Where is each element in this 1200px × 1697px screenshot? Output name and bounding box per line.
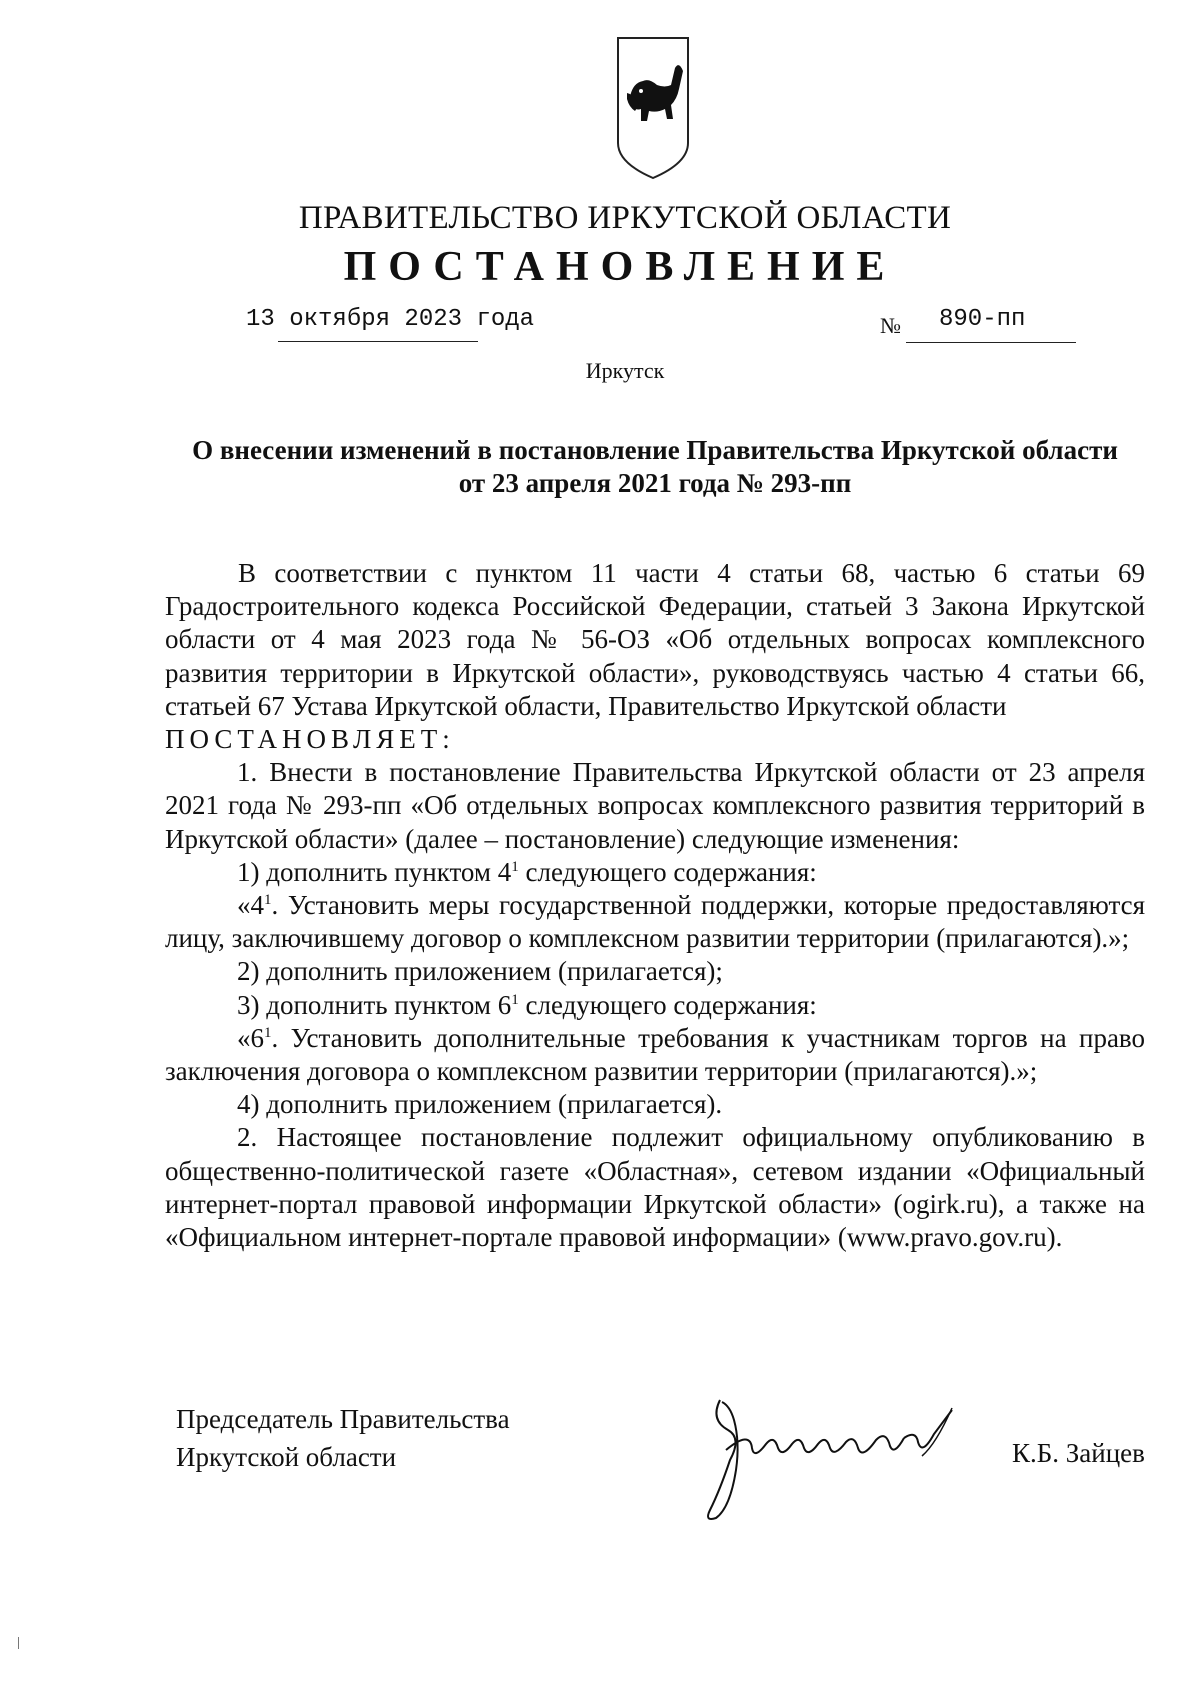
number-underline (906, 342, 1076, 343)
superscript: 1 (511, 991, 519, 1008)
subitem-1-text-end: следующего содержания: (518, 856, 817, 887)
quote-2-text: «6 (237, 1022, 264, 1053)
quote-1-text-end: . Установить меры государственной поддержки, которые предоставляются лицу, заключившему договор о комплексном развитии территории (прилагаются).»; (165, 890, 1145, 954)
quote-1-text: «4 (237, 890, 264, 921)
signer-name: К.Б. Зайцев (1012, 1438, 1145, 1468)
subject-line-1: О внесении изменений в постановление Правительства Иркутской области (192, 435, 1118, 465)
superscript: 1 (264, 892, 272, 909)
item-2-paragraph: 2. Настоящее постановление подлежит официальному опубликованию в общественно-политической газете «Областная», сетевом издании «Официальный интернет-портал правовой информации Иркутской области» (ogirk.ru), а также на «Официальном интернет-портале правовой информации» (www.pravo.gov.ru). (165, 1122, 1145, 1253)
irkutsk-coat-of-arms-icon (613, 33, 693, 183)
resolves-heading: ПОСТАНОВЛЯЕТ: (165, 724, 455, 755)
document-date: 13 октября 2023 года (246, 306, 535, 333)
signer-position (176, 1400, 510, 1476)
quote-2-paragraph (165, 1022, 1145, 1088)
city-name: Иркутск (585, 358, 665, 383)
subject-line-2: от 23 апреля 2021 года № 293-пп (458, 468, 852, 498)
subitem-4-paragraph: 4) дополнить приложением (прилагается). (237, 1089, 723, 1120)
quote-2-text-end: . Установить дополнительные требования к участникам торгов на право заключения договора о комплексном развитии территории (прилагаются).»; (165, 1022, 1145, 1087)
subitem-3-paragraph (165, 989, 1145, 1022)
number-label: № (880, 313, 901, 338)
document-type-title: ПОСТАНОВЛЕНИЕ (343, 244, 897, 290)
superscript: 1 (511, 858, 519, 875)
date-underline (278, 341, 478, 342)
document-body (165, 557, 1145, 1254)
document-number: 890-пп (939, 306, 1026, 333)
subitem-3-text-end: следующего содержания: (518, 989, 817, 1020)
subitem-3-text: 3) дополнить пунктом 6 (237, 989, 512, 1020)
document-subject (160, 434, 1150, 500)
subitem-1-text: 1) дополнить пунктом 4 (237, 856, 512, 887)
quote-1-paragraph (165, 889, 1145, 955)
scan-mark (18, 1637, 19, 1649)
superscript: 1 (264, 1024, 272, 1041)
organization-title: ПРАВИТЕЛЬСТВО ИРКУТСКОЙ ОБЛАСТИ (298, 200, 952, 236)
signer-position-line-1: Председатель Правительства (176, 1404, 510, 1434)
subitem-1-paragraph (165, 856, 1145, 889)
preamble-paragraph: В соответствии с пунктом 11 части 4 статьи 68, частью 6 статьи 69 Градостроительного кодекса Российской Федерации, статьей 3 Закона Иркутской области от 4 мая 2023 года № 56-ОЗ «Об отдельных вопросах комплексного развития территории в Иркутской области», руководствуясь частью 4 статьи 66, статьей 67 Устава Иркутской области, Правительство Иркутской области (165, 558, 1145, 721)
handwritten-signature-icon (690, 1390, 990, 1530)
signer-position-line-2: Иркутской области (176, 1442, 397, 1472)
item-1-paragraph: 1. Внести в постановление Правительства Иркутской области от 23 апреля 2021 года № 293-пп «Об отдельных вопросах комплексного развития территорий в Иркутской области» (далее – постановление) следующие изменения: (165, 757, 1145, 854)
subitem-2-paragraph: 2) дополнить приложением (прилагается); (237, 956, 723, 987)
